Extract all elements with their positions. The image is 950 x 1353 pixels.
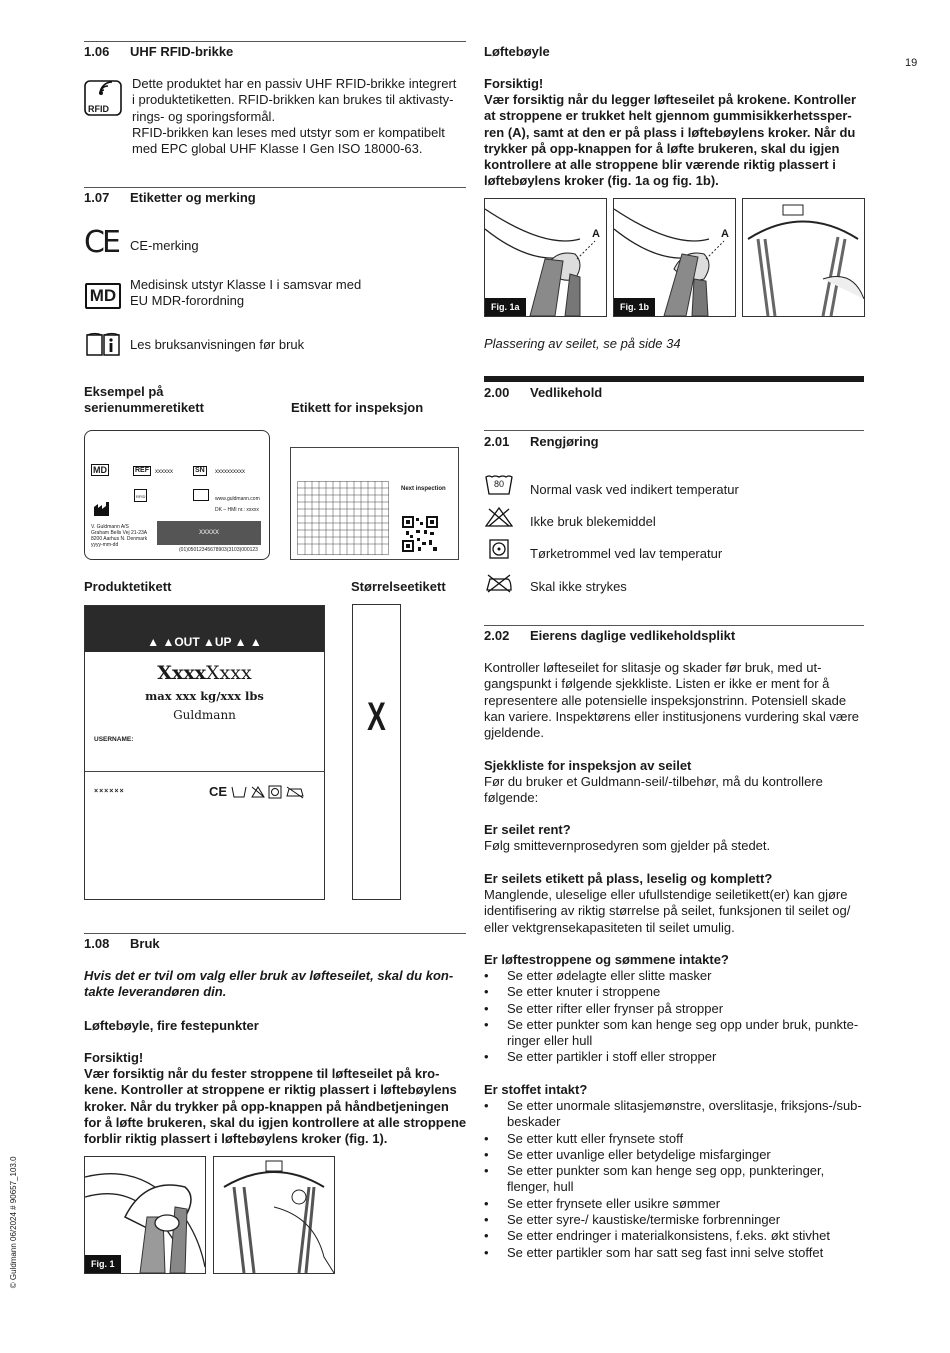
figure-label: Fig. 1 — [85, 1255, 121, 1274]
sn-value: xxxxxxxxxx — [215, 469, 245, 475]
text-line: trykker på opp-knappen for å løfte brukeren, skal du igjen — [484, 140, 840, 156]
ifu-text: Les bruksanvisningen før bruk — [130, 337, 305, 352]
ce-mark-icon: CE — [84, 225, 118, 260]
care-symbols-row — [209, 784, 309, 800]
text-line: gjeldende. — [484, 725, 544, 741]
text-line: Eksempel på — [84, 384, 164, 399]
marker-a: A — [592, 228, 600, 240]
website: www.guldmann.com — [215, 496, 260, 502]
list-item: • Se etter punkter som kan henge seg opp, punkteringer, flenger, hull — [484, 1163, 864, 1196]
question-heading: Er seilet rent? — [484, 822, 571, 837]
question-heading: Er løftestroppene og sømmene intakte? — [484, 952, 729, 967]
text-line: kene. Kontroller at stroppene er riktig plassert i løftebøylens — [84, 1082, 457, 1098]
divider — [84, 187, 466, 188]
text-line: Kontroller løfteseilet for slitasje og skader før bruk, med ut- — [484, 660, 822, 675]
text-line: i produktetiketten. RFID-brikken kan brukes til aktivasty- — [132, 92, 454, 108]
section-title: Vedlikehold — [530, 385, 603, 400]
text-line: takte leverandøren din. — [84, 984, 227, 1000]
ref-icon: REF — [135, 467, 149, 474]
divider — [84, 933, 466, 934]
manufacturer-icon — [93, 501, 111, 517]
text-line: Graham Bells Vej 21-23A — [91, 530, 148, 536]
list-item: • Se etter syre-/ kaustiske/termiske forbrenninger — [484, 1212, 864, 1228]
product-code: ×××××× — [94, 788, 125, 795]
text-line: Hvis det er tvil om valg eller bruk av løfteseilet, skal du kon- — [84, 968, 454, 983]
brand-logo: Guldmann — [173, 708, 236, 722]
list-item: • Se etter partikler i stoff eller stropper — [484, 1049, 864, 1065]
wash-temperature-icon — [485, 475, 513, 495]
product-label-heading: Produktetikett — [84, 579, 172, 594]
checklist-fabric — [484, 1098, 864, 1261]
serial-label-heading — [84, 384, 204, 417]
section-title: Rengjøring — [530, 434, 599, 449]
question-heading: Er stoffet intakt? — [484, 1082, 588, 1097]
care-instruction: Skal ikke strykes — [530, 579, 627, 594]
no-bleach-icon — [485, 507, 513, 532]
text-line: med EPC global UHF Klasse I Gen ISO 18000-63. — [132, 141, 423, 157]
list-item: • Se etter ødelagte eller slitte masker — [484, 968, 864, 984]
caution-text — [484, 92, 856, 190]
text-line: eller vektgrensekapasiteten til seilet umulig. — [484, 919, 735, 935]
text-line: Vær forsiktig når du fester stroppene til løfteseilet på kro- — [84, 1066, 440, 1081]
list-item: • Se etter endringer i materialkonsistens, f.eks. økt stivhet — [484, 1228, 864, 1244]
rfid-icon — [84, 80, 122, 116]
text-line: serienummeretikett — [84, 400, 204, 416]
inspection-grid — [297, 481, 389, 560]
ref-value: xxxxxx — [155, 469, 173, 475]
md-icon: MD — [93, 465, 107, 475]
manufacturer-address — [91, 524, 147, 548]
product-label — [84, 605, 325, 900]
care-instruction: Tørketrommel ved lav temperatur — [530, 546, 723, 561]
text-line: EU MDR-forordning — [130, 293, 245, 309]
rfid-small-icon: RFID — [134, 489, 147, 502]
text-line: gangspunkt i følgende sjekkliste. Listen er ikke er ment for å — [484, 676, 830, 692]
side-copyright-note: © Guldmann 06/2024 # 90657_103.0 — [8, 1156, 18, 1289]
spreader-bar-heading: Løftebøyle — [484, 44, 550, 59]
product-name-bold: Xxxx — [157, 662, 207, 684]
text-line: at stroppene er trukket helt gjennom gummisikkerhetssper- — [484, 108, 852, 124]
care-symbols-icon — [231, 785, 311, 799]
checklist-title: Sjekkliste for inspeksjon av seilet — [484, 758, 692, 773]
care-instruction: Normal vask ved indikert temperatur — [530, 482, 739, 497]
label-divider — [85, 771, 324, 772]
tumble-dry-low-icon — [489, 539, 509, 564]
size-label — [352, 604, 401, 900]
section-number: 2.02 — [484, 628, 510, 643]
figure-label: Fig. 1a — [485, 298, 526, 317]
serial-code-box — [157, 521, 261, 545]
section-number: 1.06 — [84, 44, 110, 59]
checklist-straps — [484, 968, 864, 1066]
md-icon: MD — [85, 283, 121, 309]
figure-1-hook-closeup — [84, 1156, 206, 1274]
answer-text: Følg smittevernprosedyren som gjelder på stedet. — [484, 838, 771, 853]
inspection-label-heading: Etikett for inspeksjon — [291, 400, 424, 415]
caution-heading: Forsiktig! — [84, 1050, 144, 1065]
divider — [484, 625, 864, 626]
checklist-intro — [484, 774, 823, 807]
text-line: RFID-brikken kan leses med utstyr som er kompatibelt — [132, 124, 445, 140]
section-title: Eierens daglige vedlikeholdsplikt — [530, 628, 736, 643]
text-line: kan variere. Inspektørens eller institusjonens vurdering skal være — [484, 708, 860, 724]
section-title: Bruk — [130, 936, 160, 951]
list-item: • Se etter unormale slitasjemønstre, overslitasje, friksjons-/sub- beskader — [484, 1098, 864, 1131]
wash-temperature: 80 — [494, 479, 505, 489]
text-line: kroker. Når du trykker på opp-knappen på håndbetjeningen — [84, 1098, 449, 1114]
list-item: • Se etter kutt eller frynsete stoff — [484, 1131, 864, 1147]
text-line: yyyy-mm-dd — [91, 542, 119, 548]
sn-icon: SN — [195, 467, 205, 474]
figure-1b — [613, 198, 736, 317]
next-inspection-text: Next inspection — [401, 486, 446, 492]
care-instruction: Ikke bruk blekemiddel — [530, 514, 656, 529]
subheading: Løftebøyle, fire festepunkter — [84, 1018, 259, 1033]
product-label-banner — [85, 606, 324, 652]
list-item: • Se etter partikler som har satt seg fast inni selve stoffet — [484, 1245, 864, 1261]
text-line: Dette produktet har en passiv UHF RFID-brikke integrert — [132, 76, 457, 91]
serial-code: XXXXX — [198, 530, 219, 536]
instructions-book-icon — [86, 332, 120, 356]
list-item: • Se etter rifter eller frynser på stropper — [484, 1001, 864, 1017]
section-number: 2.01 — [484, 434, 510, 449]
text-line: Vær forsiktig når du legger løfteseilet på krokene. Kontroller — [484, 92, 857, 107]
md-text — [130, 277, 361, 310]
text-line: representere alle potensielle inspeksjonstrinn. Potensiell skade — [484, 692, 847, 708]
maintenance-intro — [484, 660, 859, 741]
product-name — [85, 662, 324, 684]
list-item: • Se etter frynsete eller usikre sømmer — [484, 1196, 864, 1212]
qr-code-icon — [402, 516, 438, 552]
text-line: følgende: — [484, 790, 539, 806]
figure-spreader-bar-sling — [742, 198, 865, 317]
text-line: rings- og sporingsformål. — [132, 108, 276, 124]
inspection-label — [290, 447, 459, 560]
answer-text — [484, 887, 850, 936]
figure-label: Fig. 1b — [614, 298, 655, 317]
page-number: 19 — [905, 57, 918, 69]
text-line: V. Guldmann A/S — [91, 524, 129, 530]
section-title: UHF RFID-brikke — [130, 44, 234, 59]
product-name-rest: Xxxx — [206, 662, 252, 684]
text-line: løftebøylens kroker (fig. 1a og fig. 1b). — [484, 173, 719, 189]
text-line: identifisering av riktig størrelse på seilet, funksjonen til seilet og/ — [484, 903, 851, 919]
text-line: Før du bruker et Guldmann-seil/-tilbehør, må du kontrollere — [484, 774, 823, 789]
banner-text: ▲ ▲OUT ▲UP ▲ ▲ — [147, 635, 262, 649]
text-line: kontrollere at alle stroppene blir værende riktig plassert i — [484, 157, 836, 173]
size-label-heading: Størrelseetikett — [351, 579, 446, 594]
rfid-description — [132, 76, 456, 157]
section-number: 1.07 — [84, 190, 110, 205]
usage-note — [84, 968, 453, 1001]
serial-number-label — [84, 430, 270, 560]
section-title: Etiketter og merking — [130, 190, 256, 205]
text-line: 8200 Aarhus N. Denmark — [91, 536, 148, 542]
text-line: ren (A), samt at den er på plass i løftebøylens kroker. Når du — [484, 124, 856, 140]
section-number: 1.08 — [84, 936, 110, 951]
figure-1a — [484, 198, 607, 317]
text-line: forblir riktig plassert i løftebøylens kroker (fig. 1). — [84, 1131, 388, 1147]
size-letter: X — [367, 695, 386, 739]
ifu-small-icon — [193, 489, 209, 501]
list-item: • Se etter punkter som kan henge seg opp under bruk, punkte- ringer eller hull — [484, 1017, 864, 1050]
caution-text — [84, 1066, 466, 1147]
max-load: max xxx kg/xxx lbs — [145, 689, 264, 703]
text-line: Manglende, uleselige eller ufullstendige seiletikett(er) kan gjøre — [484, 887, 848, 902]
question-heading: Er seilets etikett på plass, leselig og komplett? — [484, 871, 773, 886]
ce-mark-icon: CE — [209, 784, 228, 799]
list-item: • Se etter knuter i stroppene — [484, 984, 864, 1000]
figure-1-spreader-bar — [213, 1156, 335, 1274]
marker-a: A — [721, 228, 729, 240]
sling-placement-note: Plassering av seilet, se på side 34 — [484, 336, 681, 351]
do-not-iron-icon — [485, 573, 513, 598]
section-bar — [484, 376, 864, 382]
ce-mark-text: CE-merking — [130, 238, 199, 253]
hmi-number: DK – HMI nr.: xxxxx — [215, 507, 259, 513]
barcode-text: (01)05012345678903(3103)000123 — [179, 547, 258, 553]
text-line: Medisinsk utstyr Klasse I i samsvar med — [130, 277, 362, 292]
divider — [484, 430, 864, 431]
rfid-icon-label: RFID — [88, 104, 109, 114]
username-field-label: USERNAME: — [94, 736, 134, 743]
section-number: 2.00 — [484, 385, 510, 400]
caution-heading: Forsiktig! — [484, 76, 544, 91]
text-line: for å løfte brukeren, skal du igjen kontrollere at alle stroppene — [84, 1114, 467, 1130]
divider — [84, 41, 466, 42]
list-item: • Se etter uvanlige eller betydelige misfarginger — [484, 1147, 864, 1163]
